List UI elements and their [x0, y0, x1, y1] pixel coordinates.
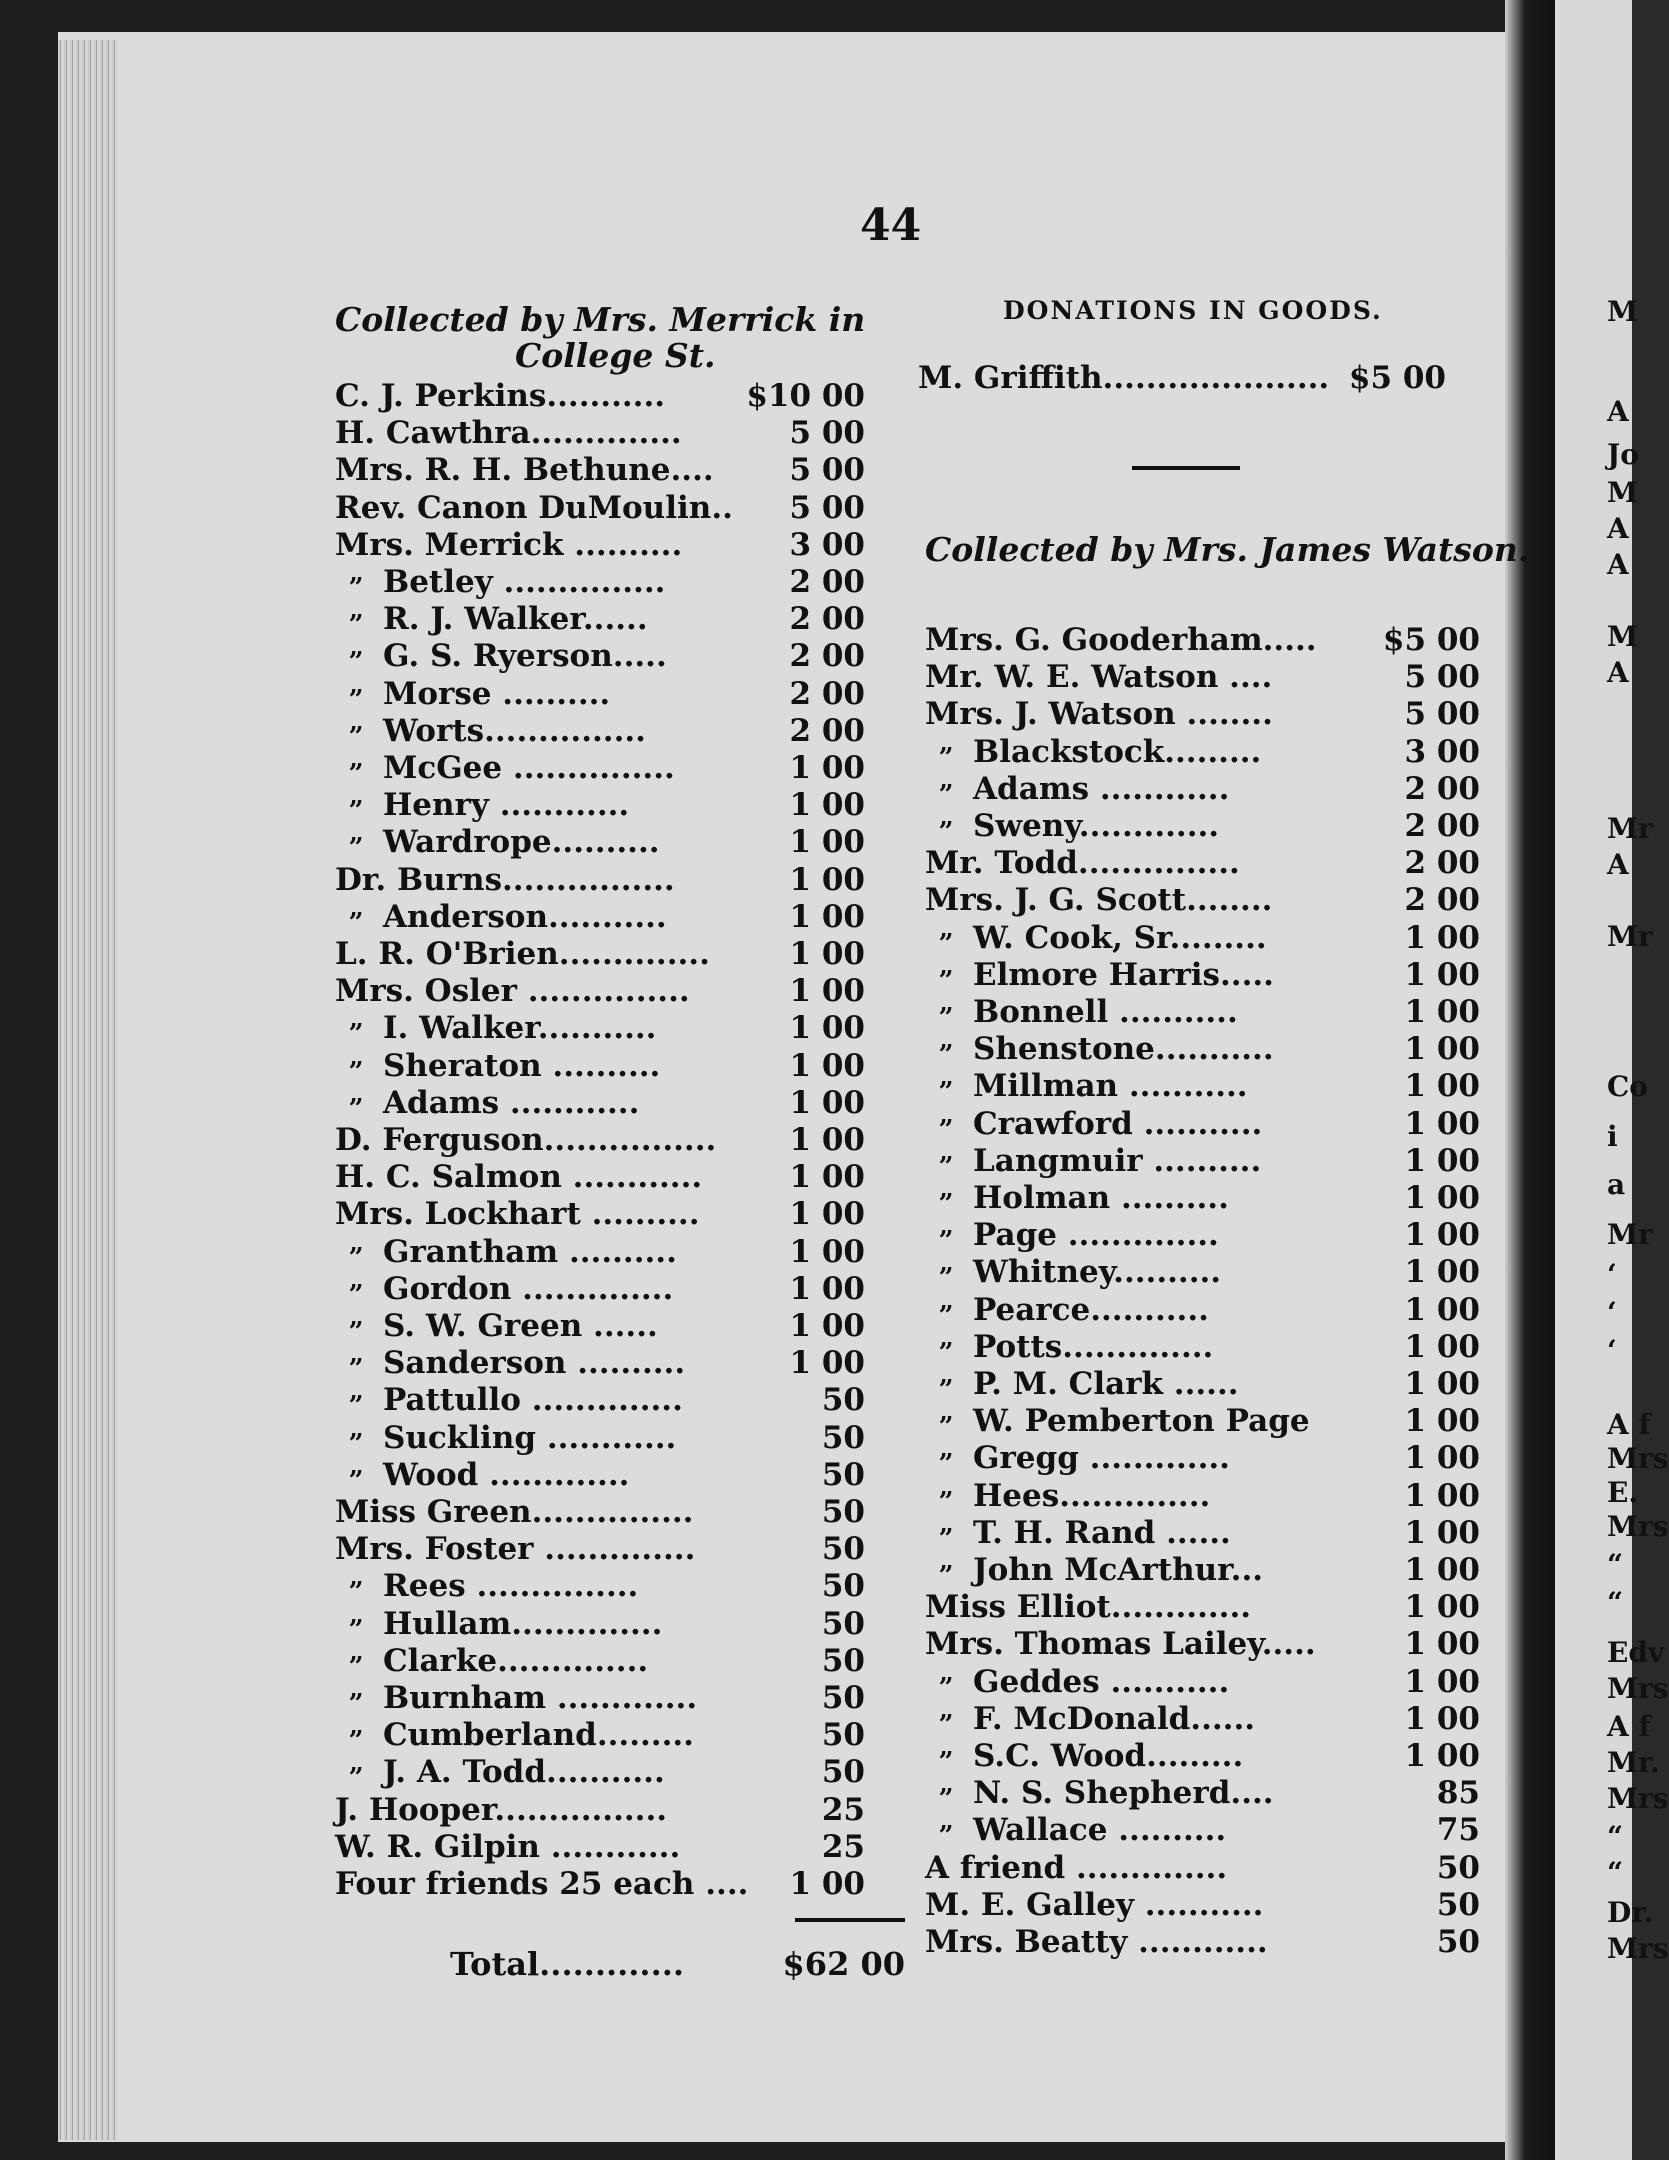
donation-amount: 1 00: [1404, 1738, 1480, 1774]
donation-row: [335, 1568, 865, 1605]
donor-name: „ Elmore Harris.....: [925, 957, 1423, 993]
donation-row: [925, 1626, 1480, 1663]
donor-name: „ Langmuir ..........: [925, 1143, 1423, 1179]
donation-row: [335, 527, 865, 564]
next-page-text-fragment: A f: [1607, 1710, 1651, 1743]
donation-row: [335, 415, 865, 452]
donation-amount: 1 00: [789, 898, 865, 935]
donation-row: [335, 1234, 865, 1271]
donation-row: [335, 490, 865, 527]
donor-name: „ N. S. Shepherd....: [925, 1775, 1423, 1811]
donor-name: Mrs. Lockhart ..........: [335, 1196, 700, 1233]
donation-amount: 1 00: [1404, 1105, 1480, 1142]
donation-amount: 50: [821, 1717, 865, 1754]
donor-name: „ Wood .............: [335, 1457, 803, 1493]
donation-amount: 2 00: [789, 564, 865, 600]
donation-amount: 1 00: [1404, 1663, 1480, 1700]
donor-name: „ Sweny.............: [925, 808, 1423, 844]
donation-amount: 1 00: [789, 861, 865, 898]
next-page-text-fragment: ‘: [1607, 1258, 1617, 1291]
donation-row: [335, 1494, 865, 1531]
donation-row: [335, 713, 865, 750]
next-page-text-fragment: a: [1607, 1168, 1626, 1201]
donor-name: „ Anderson...........: [335, 899, 803, 935]
next-page-text-fragment: Mrs: [1607, 1782, 1669, 1815]
donation-row: [925, 771, 1480, 808]
donation-amount: $5 00: [1348, 360, 1446, 396]
donation-amount: 1 00: [1404, 1366, 1480, 1402]
donation-row: [925, 1031, 1480, 1068]
donor-name: „ Geddes ...........: [925, 1664, 1423, 1700]
donor-name: „ Crawford ...........: [925, 1106, 1423, 1142]
donor-name: Mrs. Beatty ............: [925, 1924, 1268, 1960]
donor-name: „ W. Cook, Sr.........: [925, 920, 1423, 956]
donation-row: [925, 696, 1480, 733]
donation-amount: 2 00: [1404, 808, 1480, 844]
next-page-text-fragment: i: [1607, 1120, 1618, 1153]
donation-row: [925, 1440, 1480, 1477]
next-page-text-fragment: Mr: [1607, 920, 1653, 953]
donor-name: „ T. H. Rand ......: [925, 1515, 1423, 1551]
donor-name: „ Henry ............: [335, 787, 803, 823]
donation-amount: 50: [821, 1494, 865, 1530]
donation-row: [925, 1738, 1480, 1775]
donor-name: Mrs. J. Watson ........: [925, 696, 1273, 733]
donor-name: „ Morse ..........: [335, 676, 803, 712]
next-page-text-fragment: Mr: [1607, 1218, 1653, 1251]
donation-amount: 1 00: [1404, 994, 1480, 1030]
donation-amount: 1 00: [1404, 1254, 1480, 1291]
donation-row: [335, 1717, 865, 1754]
donation-row: [335, 862, 865, 899]
donation-row: [335, 1382, 865, 1419]
donor-name: Mr. Todd...............: [925, 845, 1240, 882]
donor-name: A friend ..............: [925, 1849, 1228, 1886]
donation-row: [925, 1254, 1480, 1291]
donation-row: [925, 920, 1480, 957]
next-page-text-fragment: M: [1607, 620, 1638, 653]
donation-amount: 2 00: [789, 712, 865, 749]
donor-name: „ Wardrope..........: [335, 824, 803, 860]
donor-name: „ Grantham ..........: [335, 1234, 803, 1270]
donor-name: „ Holman ..........: [925, 1180, 1423, 1216]
next-page-text-fragment: A f: [1607, 1408, 1651, 1441]
donor-name: Miss Elliot.............: [925, 1589, 1252, 1626]
donation-row: [925, 1924, 1480, 1961]
donor-name: „ F. McDonald......: [925, 1701, 1423, 1737]
donor-name: J. Hooper................: [335, 1791, 668, 1828]
donation-amount: 1 00: [1404, 956, 1480, 993]
donation-row: [335, 1420, 865, 1457]
next-page-text-fragment: M: [1607, 295, 1638, 328]
next-page-text-fragment: Dr.: [1607, 1896, 1654, 1929]
donation-amount: 1 00: [1404, 1328, 1480, 1365]
donation-amount: 1 00: [789, 1233, 865, 1270]
donation-amount: 1 00: [1404, 1477, 1480, 1514]
donation-amount: 1 00: [789, 1047, 865, 1084]
donor-name: Rev. Canon DuMoulin..: [335, 489, 733, 526]
donor-name: „ Blackstock.........: [925, 734, 1423, 770]
donation-amount: 1 00: [789, 787, 865, 824]
donation-amount: 5 00: [1404, 696, 1480, 733]
donation-amount: 1 00: [789, 1084, 865, 1121]
donor-name: Dr. Burns................: [335, 861, 675, 898]
total-label: Total.............: [450, 1945, 684, 1983]
donation-row: [925, 1292, 1480, 1329]
donation-row: [925, 1850, 1480, 1887]
next-page-text-fragment: ‘: [1607, 1296, 1617, 1329]
next-page-text-fragment: Mr: [1607, 812, 1653, 845]
donor-name: „ Adams ............: [925, 771, 1423, 807]
donation-amount: 50: [821, 1605, 865, 1642]
donation-row: [925, 1589, 1480, 1626]
donation-row: [925, 1887, 1480, 1924]
donor-name: „ Rees ...............: [335, 1568, 803, 1604]
donation-row: [335, 378, 865, 415]
donation-amount: 1 00: [789, 1010, 865, 1047]
donation-row: [335, 1680, 865, 1717]
donation-row: [925, 1366, 1480, 1403]
donor-name: „ Whitney..........: [925, 1254, 1423, 1290]
donation-row: [335, 1792, 865, 1829]
donation-row: [335, 1122, 865, 1159]
donation-amount: 1 00: [1404, 1142, 1480, 1179]
donor-name: L. R. O'Brien..............: [335, 936, 710, 972]
left-heading-line2: College St.: [515, 336, 716, 375]
donor-name: „ S.C. Wood.........: [925, 1738, 1423, 1774]
donation-row: [335, 824, 865, 861]
donation-row: [335, 564, 865, 601]
donation-amount: 50: [1436, 1924, 1480, 1960]
left-heading-line1: Collected by Mrs. Merrick in: [335, 300, 866, 339]
next-page-text-fragment: Edv: [1607, 1636, 1665, 1669]
next-page-text-fragment: “: [1607, 1586, 1624, 1619]
next-page-text-fragment: A: [1607, 848, 1629, 881]
donor-name: „ Bonnell ...........: [925, 994, 1423, 1030]
donation-row: [335, 1754, 865, 1791]
donor-name: „ Clarke..............: [335, 1643, 803, 1679]
donor-name: C. J. Perkins...........: [335, 378, 666, 414]
donation-row: [925, 659, 1480, 696]
donation-amount: 1 00: [1404, 1031, 1480, 1068]
total-rule: [795, 1918, 905, 1922]
donor-name: „ Worts...............: [335, 713, 803, 749]
donation-amount: 2 00: [1404, 845, 1480, 882]
donation-amount: 5 00: [789, 489, 865, 526]
donation-row: [335, 676, 865, 713]
donation-amount: 1 00: [789, 1159, 865, 1196]
donation-amount: 1 00: [1404, 1626, 1480, 1663]
donor-name: „ S. W. Green ......: [335, 1308, 803, 1344]
donor-name: „ Potts..............: [925, 1329, 1423, 1365]
donor-name: „ Gregg .............: [925, 1440, 1423, 1476]
donor-name: „ Page ..............: [925, 1217, 1423, 1253]
next-page-text-fragment: A: [1607, 395, 1629, 428]
donor-name: „ I. Walker...........: [335, 1010, 803, 1046]
donor-name: „ G. S. Ryerson.....: [335, 638, 803, 674]
donor-name: „ J. A. Todd...........: [335, 1754, 803, 1790]
donation-row: [335, 452, 865, 489]
donation-amount: 1 00: [789, 824, 865, 861]
donation-amount: 1 00: [1404, 1514, 1480, 1551]
next-page-text-fragment: Jo: [1607, 438, 1639, 471]
donor-name: Miss Green...............: [335, 1494, 694, 1530]
donation-amount: 2 00: [789, 601, 865, 638]
donation-row: [925, 1478, 1480, 1515]
donation-amount: 5 00: [789, 415, 865, 452]
donation-row: [925, 1775, 1480, 1812]
donation-row: [918, 360, 1446, 397]
next-page-text-fragment: Mrs: [1607, 1510, 1669, 1543]
donation-amount: 3 00: [789, 526, 865, 563]
next-page-text-fragment: Co: [1607, 1070, 1648, 1103]
donor-name: Mrs. Merrick ..........: [335, 526, 683, 563]
donation-amount: 2 00: [789, 675, 865, 712]
donation-row: [925, 1329, 1480, 1366]
donor-name: „ Hullam..............: [335, 1606, 803, 1642]
book-gutter: [1505, 0, 1555, 2160]
donation-amount: 1 00: [789, 1345, 865, 1382]
donor-name: M. E. Galley ...........: [925, 1886, 1264, 1923]
donation-row: [335, 1457, 865, 1494]
donation-row: [925, 1217, 1480, 1254]
donation-row: [335, 973, 865, 1010]
donation-row: [925, 1701, 1480, 1738]
donation-row: [335, 1048, 865, 1085]
donation-amount: 2 00: [789, 638, 865, 675]
donation-row: [335, 601, 865, 638]
donor-name: „ Sanderson ..........: [335, 1345, 803, 1381]
donation-row: [925, 1106, 1480, 1143]
next-page-text-fragment: “: [1607, 1856, 1624, 1889]
donor-name: D. Ferguson................: [335, 1122, 717, 1158]
donation-row: [335, 1271, 865, 1308]
donation-row: [335, 1829, 865, 1866]
donation-amount: 50: [821, 1456, 865, 1493]
donation-amount: 1 00: [789, 936, 865, 972]
donation-amount: 3 00: [1404, 733, 1480, 770]
next-page-text-fragment: Mr.: [1607, 1746, 1660, 1779]
donor-name: „ Sheraton ..........: [335, 1048, 803, 1084]
donor-name: Mrs. R. H. Bethune....: [335, 452, 714, 489]
donor-name: Mrs. Osler ...............: [335, 973, 690, 1010]
donor-name: „ Burnham .............: [335, 1680, 803, 1716]
donor-name: „ Adams ............: [335, 1085, 803, 1121]
donation-amount: 50: [821, 1568, 865, 1605]
next-page-text-fragment: Mrs: [1607, 1672, 1669, 1705]
next-page-text-fragment: M: [1607, 476, 1638, 509]
donation-row: [335, 638, 865, 675]
donation-row: [925, 808, 1480, 845]
donation-amount: 1 00: [1404, 1068, 1480, 1105]
donor-name: H. C. Salmon ............: [335, 1159, 703, 1196]
donor-name: „ Millman ...........: [925, 1068, 1423, 1104]
donor-name: M. Griffith.....................: [918, 360, 1330, 396]
donation-row: [335, 1606, 865, 1643]
donation-row: [925, 1068, 1480, 1105]
donation-amount: 1 00: [789, 750, 865, 786]
next-page-text-fragment: “: [1607, 1820, 1624, 1853]
donation-amount: 1 00: [1404, 1180, 1480, 1216]
donation-amount: 75: [1436, 1812, 1480, 1849]
adjacent-page-fragment: [1555, 0, 1669, 2160]
donation-row: [335, 1531, 865, 1568]
donor-name: „ Shenstone...........: [925, 1031, 1423, 1067]
donation-amount: 85: [1436, 1775, 1480, 1812]
donation-row: [335, 1345, 865, 1382]
donor-name: Four friends 25 each ....: [335, 1866, 749, 1902]
donation-row: [925, 1143, 1480, 1180]
donation-amount: 1 00: [1404, 1403, 1480, 1440]
donation-amount: 25: [821, 1791, 865, 1828]
donation-row: [925, 1180, 1480, 1217]
donor-name: Mrs. J. G. Scott........: [925, 882, 1273, 919]
donation-row: [925, 957, 1480, 994]
donor-name: „ McGee ...............: [335, 750, 803, 786]
donor-name: „ P. M. Clark ......: [925, 1366, 1423, 1402]
next-page-text-fragment: Mrs: [1607, 1932, 1669, 1965]
donor-name: „ Wallace ..........: [925, 1812, 1423, 1848]
donation-amount: 50: [821, 1754, 865, 1791]
donor-name: W. R. Gilpin ............: [335, 1828, 681, 1865]
donation-amount: 1 00: [789, 1196, 865, 1233]
next-page-text-fragment: A: [1607, 512, 1629, 545]
donation-row: [335, 1085, 865, 1122]
donation-row: [335, 1196, 865, 1233]
donation-row: [925, 1664, 1480, 1701]
donation-amount: 1 00: [789, 1122, 865, 1158]
donation-row: [335, 1308, 865, 1345]
donation-row: [335, 1010, 865, 1047]
donation-amount: 1 00: [1404, 1589, 1480, 1626]
donor-name: „ Pearce...........: [925, 1292, 1423, 1328]
donor-name: Mrs. G. Gooderham.....: [925, 622, 1317, 658]
donation-amount: 2 00: [1404, 770, 1480, 807]
donor-name: „ Betley ...............: [335, 564, 803, 600]
next-page-text-fragment: ‘: [1607, 1334, 1617, 1367]
total-row: [450, 1945, 905, 1982]
donation-amount: 1 00: [1404, 1552, 1480, 1588]
donation-amount: 50: [821, 1419, 865, 1456]
donation-row: [335, 1159, 865, 1196]
donation-row: [335, 787, 865, 824]
donation-amount: 5 00: [789, 452, 865, 489]
donor-name: Mrs. Thomas Lailey.....: [925, 1626, 1316, 1663]
donation-amount: 25: [821, 1828, 865, 1865]
next-page-text-fragment: A: [1607, 656, 1629, 689]
donation-amount: $5 00: [1382, 622, 1480, 658]
donor-name: „ Gordon ..............: [335, 1271, 803, 1307]
donation-amount: $10 00: [746, 378, 865, 414]
donor-name: Mr. W. E. Watson ....: [925, 659, 1273, 696]
donation-amount: 50: [1436, 1886, 1480, 1923]
donation-row: [925, 845, 1480, 882]
donation-amount: 1 00: [789, 1270, 865, 1307]
donation-amount: 1 00: [789, 973, 865, 1010]
next-page-text-fragment: E.: [1607, 1476, 1639, 1509]
donation-row: [925, 882, 1480, 919]
donation-amount: 1 00: [1404, 1700, 1480, 1737]
donation-amount: 1 00: [1404, 1217, 1480, 1254]
donation-row: [925, 734, 1480, 771]
donation-row: [925, 1403, 1480, 1440]
donation-amount: 1 00: [789, 1866, 865, 1902]
page-edge-stack: [58, 40, 118, 2140]
right-heading: Collected by Mrs. James Watson.: [925, 530, 1530, 569]
donation-amount: 1 00: [789, 1308, 865, 1344]
donation-row: [335, 1866, 865, 1903]
goods-heading: DONATIONS IN GOODS.: [1003, 296, 1383, 325]
donor-name: „ W. Pemberton Page: [925, 1403, 1423, 1439]
donation-amount: 1 00: [1404, 1291, 1480, 1328]
donor-name: „ Pattullo ..............: [335, 1382, 803, 1418]
donor-name: H. Cawthra..............: [335, 415, 682, 452]
next-page-text-fragment: Mrs: [1607, 1442, 1669, 1475]
donation-amount: 50: [821, 1680, 865, 1716]
donation-row: [335, 750, 865, 787]
donation-amount: 5 00: [1404, 659, 1480, 696]
donation-amount: 50: [821, 1642, 865, 1679]
next-page-text-fragment: A: [1607, 548, 1629, 581]
donation-row: [925, 1552, 1480, 1589]
donation-row: [335, 899, 865, 936]
donation-amount: 2 00: [1404, 882, 1480, 919]
donation-row: [925, 994, 1480, 1031]
donor-name: „ Hees..............: [925, 1478, 1423, 1514]
donor-name: „ R. J. Walker......: [335, 601, 803, 637]
next-page-text-fragment: “: [1607, 1548, 1624, 1581]
donation-row: [925, 1515, 1480, 1552]
page-number: 44: [860, 200, 922, 251]
donor-name: „ John McArthur...: [925, 1552, 1423, 1588]
donor-name: „ Suckling ............: [335, 1420, 803, 1456]
donation-row: [925, 1812, 1480, 1849]
donation-amount: 1 00: [1404, 1440, 1480, 1477]
donation-amount: 50: [821, 1531, 865, 1568]
donation-row: [335, 1643, 865, 1680]
donation-amount: 1 00: [1404, 919, 1480, 956]
donation-amount: 50: [1436, 1849, 1480, 1886]
section-divider: [1132, 466, 1240, 470]
donation-row: [925, 622, 1480, 659]
donor-name: Mrs. Foster ..............: [335, 1531, 696, 1568]
total-amount: $62 00: [782, 1945, 905, 1983]
donation-amount: 50: [821, 1382, 865, 1419]
donation-row: [335, 936, 865, 973]
donor-name: „ Cumberland.........: [335, 1717, 803, 1753]
